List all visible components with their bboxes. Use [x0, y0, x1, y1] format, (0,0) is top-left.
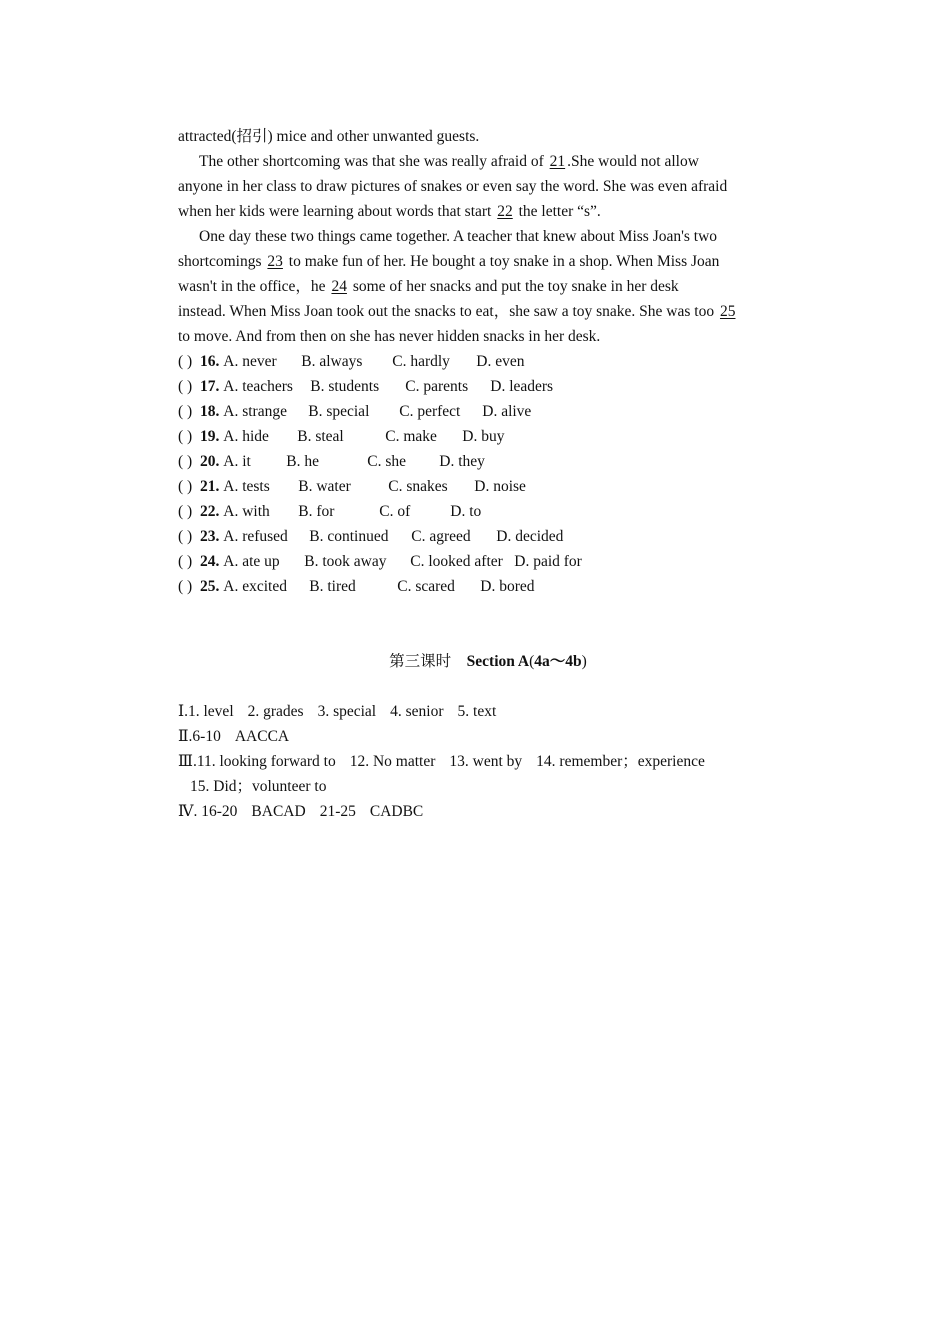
option-a: A. never	[223, 353, 277, 370]
section-paren: )	[581, 653, 587, 670]
option-d: D. leaders	[490, 378, 554, 395]
question-number: 20.	[200, 453, 220, 470]
option-b: B. he	[286, 453, 319, 470]
answer-item: 6-10	[192, 728, 221, 745]
answer-label: Ⅳ.	[178, 803, 198, 820]
answer-item: 14. remember；experience	[536, 753, 705, 770]
option-b: B. special	[308, 403, 370, 420]
question-number: 18.	[200, 403, 220, 420]
answer-item: 5. text	[457, 703, 497, 720]
question-item	[178, 574, 798, 599]
blank-24: 24	[331, 278, 347, 295]
answer-item: 3. special	[317, 703, 377, 720]
option-d: D. to	[450, 503, 482, 520]
option-a: A. strange	[223, 403, 287, 420]
option-c: C. of	[379, 503, 411, 520]
question-item	[178, 349, 798, 374]
answer-paren: ( )	[178, 578, 193, 595]
answer-item: 1. level	[188, 703, 234, 720]
passage-line: anyone in her class to draw pictures of snakes or even say the word. She was even afraid	[178, 178, 728, 195]
question-number: 22.	[200, 503, 220, 520]
option-c: C. scared	[397, 578, 455, 595]
option-a: A. with	[223, 503, 270, 520]
option-d: D. noise	[474, 478, 526, 495]
question-item	[178, 424, 798, 449]
question-number: 21.	[200, 478, 220, 495]
passage-text: to make fun of her. He bought a toy snake in a shop. When Miss Joan	[288, 253, 720, 270]
passage-text: The other shortcoming was that she was really afraid of	[199, 153, 544, 170]
answer-item: BACAD	[251, 803, 306, 820]
blank-25: 25	[719, 303, 736, 320]
option-a: A. excited	[223, 578, 287, 595]
option-a: A. teachers	[223, 378, 293, 395]
option-a: A. it	[223, 453, 251, 470]
passage-text: when her kids were learning about words that start	[178, 203, 492, 220]
answer-item: 12. No matter	[349, 753, 436, 770]
question-number: 25.	[200, 578, 220, 595]
answer-item: 13. went by	[449, 753, 523, 770]
answer-paren: ( )	[178, 453, 193, 470]
option-d: D. even	[476, 353, 525, 370]
question-number: 24.	[200, 553, 220, 570]
option-b: B. water	[298, 478, 351, 495]
passage-line: attracted(招引) mice and other unwanted guests.	[178, 128, 480, 145]
passage-line: One day these two things came together. A teacher that knew about Miss Joan's two	[199, 228, 718, 245]
answer-label: Ⅰ.	[178, 703, 188, 720]
question-number: 17.	[200, 378, 220, 395]
section-heading	[178, 649, 798, 674]
blank-21: 21	[549, 153, 566, 170]
section-paren: (	[529, 653, 535, 670]
option-a: A. ate up	[223, 553, 280, 570]
passage-line	[178, 274, 798, 299]
question-item	[178, 499, 798, 524]
answer-paren: ( )	[178, 528, 193, 545]
answer-item: 2. grades	[247, 703, 304, 720]
answer-paren: ( )	[178, 503, 193, 520]
question-item	[178, 399, 798, 424]
passage-text: shortcomings	[178, 253, 262, 270]
passage-text: the letter “s”.	[518, 203, 601, 220]
question-number: 19.	[200, 428, 220, 445]
answer-key	[178, 699, 798, 824]
answer-item: AACCA	[234, 728, 290, 745]
passage-line	[178, 149, 798, 174]
option-d: D. paid for	[514, 553, 582, 570]
blank-22: 22	[497, 203, 513, 220]
option-a: A. hide	[223, 428, 269, 445]
answer-paren: ( )	[178, 353, 193, 370]
passage-text: instead. When Miss Joan took out the snacks to eat，she saw a toy snake. She was too	[178, 303, 715, 320]
answer-item: 21-25	[319, 803, 356, 820]
option-c: C. make	[385, 428, 437, 445]
option-d: D. bored	[480, 578, 535, 595]
section-range: 4a～4b	[534, 653, 582, 670]
answer-row	[178, 799, 798, 824]
option-d: D. decided	[496, 528, 564, 545]
option-c: C. parents	[405, 378, 469, 395]
answer-row	[178, 699, 798, 724]
option-c: C. perfect	[399, 403, 461, 420]
question-number: 16.	[200, 353, 220, 370]
section-title-cn: 第三课时	[389, 653, 452, 670]
option-c: C. snakes	[388, 478, 448, 495]
answer-item: CADBC	[369, 803, 424, 820]
option-b: B. tired	[309, 578, 356, 595]
answer-row	[178, 749, 798, 774]
answer-paren: ( )	[178, 478, 193, 495]
document-page	[178, 124, 798, 824]
passage-line	[178, 299, 798, 324]
question-item	[178, 524, 798, 549]
answer-paren: ( )	[178, 378, 193, 395]
passage-text: some of her snacks and put the toy snake in her desk	[352, 278, 679, 295]
passage-line	[178, 249, 798, 274]
option-b: B. for	[298, 503, 335, 520]
option-d: D. buy	[462, 428, 505, 445]
question-item	[178, 549, 798, 574]
section-title-en: Section A	[466, 653, 530, 670]
answer-item: 11. looking forward to	[196, 753, 336, 770]
passage-text: .She would not allow	[567, 153, 699, 170]
blank-23: 23	[267, 253, 283, 270]
answer-label: Ⅲ.	[178, 753, 197, 770]
option-c: C. she	[367, 453, 406, 470]
passage-line	[178, 199, 798, 224]
answer-row	[178, 724, 798, 749]
question-item	[178, 474, 798, 499]
answer-paren: ( )	[178, 553, 193, 570]
answer-row-continued: 15. Did；volunteer to	[190, 778, 327, 795]
answer-item: 4. senior	[390, 703, 444, 720]
passage-text: wasn't in the office，he	[178, 278, 326, 295]
question-list	[178, 349, 798, 599]
option-b: B. students	[310, 378, 380, 395]
answer-item: 16-20	[201, 803, 238, 820]
option-d: D. alive	[482, 403, 532, 420]
option-c: C. agreed	[411, 528, 471, 545]
option-c: C. looked after	[410, 553, 503, 570]
question-item	[178, 374, 798, 399]
option-b: B. steal	[297, 428, 344, 445]
option-d: D. they	[439, 453, 485, 470]
answer-label: Ⅱ.	[178, 728, 193, 745]
question-number: 23.	[200, 528, 220, 545]
passage	[178, 124, 798, 349]
answer-paren: ( )	[178, 428, 193, 445]
question-item	[178, 449, 798, 474]
option-b: B. always	[301, 353, 363, 370]
passage-line: to move. And from then on she has never hidden snacks in her desk.	[178, 328, 601, 345]
answer-paren: ( )	[178, 403, 193, 420]
option-c: C. hardly	[392, 353, 450, 370]
option-b: B. took away	[304, 553, 387, 570]
option-a: A. refused	[223, 528, 288, 545]
option-b: B. continued	[309, 528, 389, 545]
option-a: A. tests	[223, 478, 270, 495]
